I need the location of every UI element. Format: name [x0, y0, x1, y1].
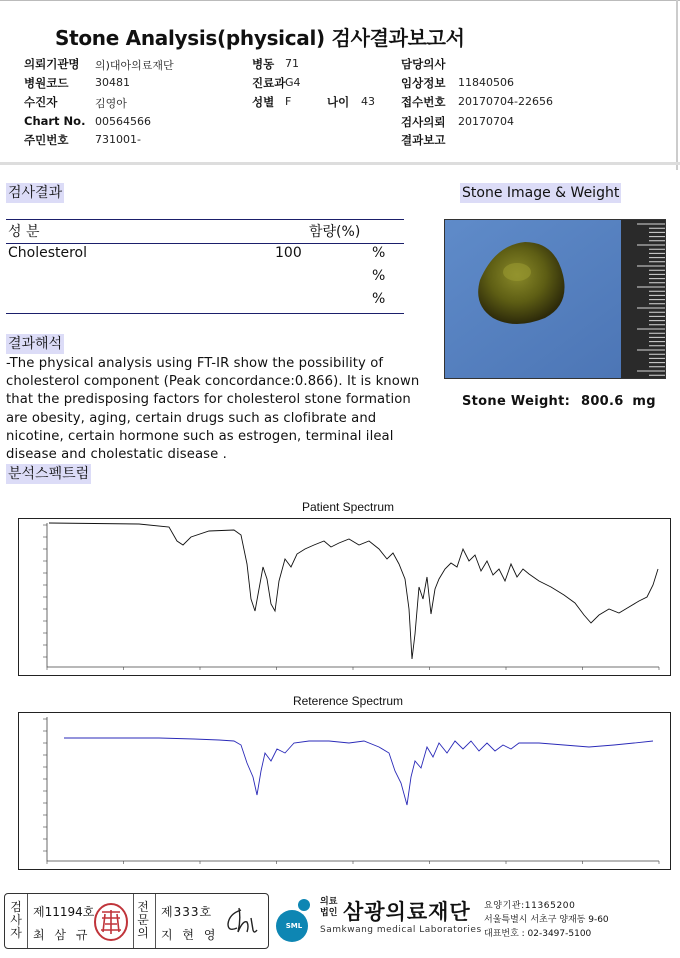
value-request-date: 20170704 — [458, 115, 514, 128]
reference-spectrum-title: Reterence Spectrum — [292, 694, 404, 708]
value-resident-no: 731001- — [95, 133, 141, 146]
org-prefix: 의료 법인 — [320, 897, 338, 918]
spectrum-section-title: 분석스펙트럼 — [8, 466, 90, 482]
results-header-rule — [6, 243, 404, 244]
doctor-name: 지 현 영 — [161, 928, 219, 942]
label-clinical-info: 임상정보 — [401, 76, 446, 90]
spectrum-axis — [47, 523, 659, 667]
label-age: 나이 — [327, 95, 350, 109]
results-top-rule — [6, 219, 404, 220]
doctor-label: 전문의 — [137, 900, 149, 940]
value-clinical-info: 11840506 — [458, 76, 514, 89]
signature-box — [4, 893, 269, 949]
stone-section-title: Stone Image & Weight — [462, 185, 620, 201]
row-unit: % — [372, 291, 386, 307]
value-reception-no: 20170704-22656 — [458, 95, 553, 108]
inspector-label: 검사자 — [10, 900, 22, 940]
label-ward: 병동 — [252, 57, 275, 71]
row-unit: % — [372, 268, 386, 284]
header-separator — [0, 162, 680, 165]
value-sex: F — [285, 95, 292, 108]
sml-logo-icon — [272, 896, 316, 946]
label-chart-no: Chart No. — [24, 114, 86, 128]
interpretation-text: -The physical analysis using FT-IR show the possibility of cholesterol component (Peak concordance:0.866). It is known that the predisposing factors for cholesterol stone formation are obesity, aging, certain drugs such as clofibrate and nicotine, certain hormone such as estrogen, terminal ileal disease and cholestatic disease . — [6, 356, 420, 463]
label-department: 진료과 — [252, 76, 286, 90]
col-header-component: 성 분 — [8, 224, 40, 240]
value-age: 43 — [361, 95, 375, 108]
stone-weight-label: Stone Weight: — [462, 394, 571, 409]
label-patient: 수진자 — [24, 95, 58, 109]
org-phone: 대표번호 : 02-3497-5100 — [484, 929, 592, 939]
stone-photo — [444, 219, 666, 379]
stone-photo-graphic — [445, 220, 666, 379]
label-sex: 성별 — [252, 95, 275, 109]
row-amount: 100 — [275, 245, 302, 261]
value-chart-no: 00564566 — [95, 115, 151, 128]
interpretation-section-title: 결과해석 — [8, 336, 63, 352]
label-resident-no: 주민번호 — [24, 133, 69, 147]
patient-spectrum-plot — [18, 518, 671, 676]
results-section-title: 검사결과 — [8, 185, 63, 201]
label-reception-no: 접수번호 — [401, 95, 446, 109]
value-institution: 의)대아의료재단 — [95, 59, 174, 72]
doctor-signature — [223, 904, 263, 938]
label-doctor: 담당의사 — [401, 57, 446, 71]
row-unit: % — [372, 245, 386, 261]
value-patient: 김영아 — [95, 97, 127, 110]
value-hospital-code: 30481 — [95, 76, 130, 89]
col-header-amount: 함량(%) — [309, 224, 361, 240]
label-institution: 의뢰기관명 — [24, 57, 80, 71]
inspector-license-no: 제11194호 — [33, 905, 95, 919]
patient-spectrum-title: Patient Spectrum — [301, 500, 395, 514]
org-address: 서울특별시 서초구 양재동 9-60 — [484, 915, 609, 925]
page-right-border — [676, 0, 678, 170]
label-report-date: 결과보고 — [401, 133, 446, 147]
stone-weight-unit: mg — [632, 394, 656, 409]
stone-weight-value: 800.6 — [580, 394, 624, 409]
value-department: G4 — [285, 76, 301, 89]
spectrum-trace — [64, 738, 653, 805]
spectrum-axis — [47, 717, 659, 861]
reference-spectrum-graph — [19, 713, 670, 869]
patient-spectrum-graph — [19, 519, 670, 675]
label-hospital-code: 병원코드 — [24, 76, 69, 90]
row-component: Cholesterol — [8, 245, 88, 261]
footer-divider — [133, 894, 134, 948]
doctor-license-no: 제333호 — [161, 905, 213, 919]
stone-weight — [462, 394, 672, 409]
spectrum-trace — [49, 523, 658, 659]
org-name: 삼광의료재단 — [343, 900, 471, 924]
sml-logo-text: SML — [285, 922, 303, 930]
report-title: Stone Analysis(physical) 검사결과보고서 — [55, 26, 465, 50]
page-top-border — [0, 0, 680, 6]
footer-divider — [27, 894, 28, 948]
value-ward: 71 — [285, 57, 299, 70]
inspector-seal — [93, 902, 129, 942]
org-english-name: Samkwang medical Laboratories — [320, 925, 482, 935]
label-request-date: 검사의뢰 — [401, 115, 446, 129]
org-code: 요양기관:11365200 — [484, 901, 576, 911]
reference-spectrum-plot — [18, 712, 671, 870]
footer-divider — [155, 894, 156, 948]
inspector-name: 최 삼 규 — [33, 928, 91, 942]
results-bottom-rule — [6, 313, 404, 314]
